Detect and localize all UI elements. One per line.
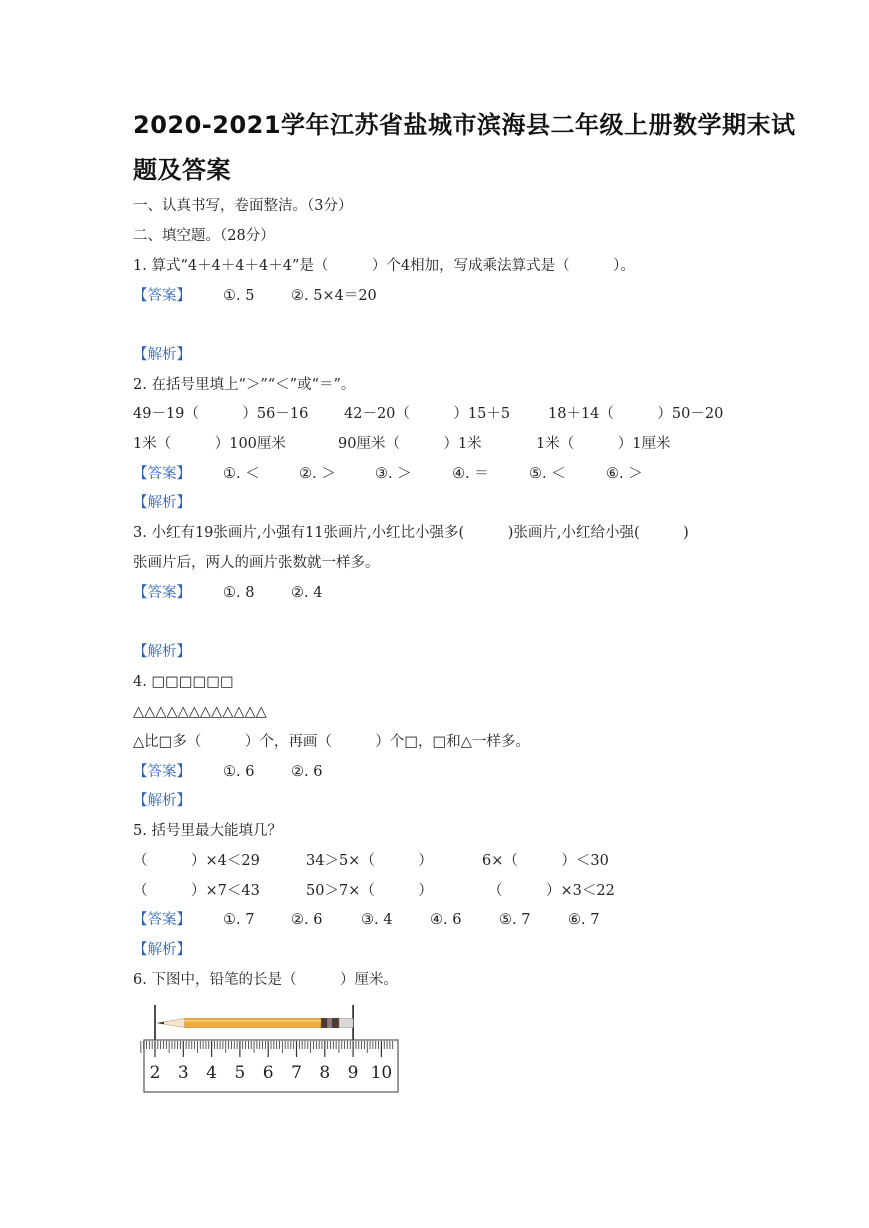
question-2-answer-row xyxy=(133,465,753,483)
question-3-analysis-label: 【解析】 xyxy=(133,644,191,660)
answer-label: 【答案】 xyxy=(133,288,191,304)
inequality-item: 34＞5×（ ） xyxy=(306,853,433,869)
pencil-band-stripe xyxy=(327,1018,332,1028)
question-1-answer-row xyxy=(133,287,377,305)
section-2-heading: 二、填空题。（28分） xyxy=(133,228,275,244)
answer-item: ④. ＝ xyxy=(452,466,489,482)
question-3-answer-row xyxy=(133,584,433,602)
pencil-highlight xyxy=(185,1020,321,1022)
comparison-item: 18＋14（ ）50－20 xyxy=(548,406,724,422)
answer-item: ①. 6 xyxy=(223,764,255,780)
answer-item: ②. ＞ xyxy=(299,466,336,482)
document-title-line2: 题及答案 xyxy=(133,156,231,184)
question-4-squares: 4. □□□□□□ xyxy=(133,674,234,690)
answer-item: ④. 6 xyxy=(430,912,462,928)
inequality-item: （ ）×7＜43 xyxy=(133,883,260,899)
comparison-item: 90厘米（ ）1米 xyxy=(338,436,482,452)
question-1-text: 1. 算式“4＋4＋4＋4＋4”是（ ）个4相加，写成乘法算式是（ ）。 xyxy=(133,258,635,274)
answer-item: ①. 8 xyxy=(223,585,255,601)
section-1-heading: 一、认真书写，卷面整洁。（3分） xyxy=(133,198,353,214)
question-2-text: 2. 在括号里填上“＞”“＜”或“＝”。 xyxy=(133,377,356,393)
question-5-analysis-label: 【解析】 xyxy=(133,942,191,958)
comparison-item: 1米（ ）100厘米 xyxy=(133,436,286,452)
question-5-row-2 xyxy=(133,882,753,900)
answer-item: ③. ＞ xyxy=(375,466,412,482)
question-3-line-2: 张画片后，两人的画片张数就一样多。 xyxy=(133,555,380,571)
question-5-answer-row xyxy=(133,911,753,929)
ruler-tick-label: 4 xyxy=(206,1063,218,1083)
ruler-tick-label: 9 xyxy=(347,1063,359,1083)
inequality-item: 50＞7×（ ） xyxy=(306,883,433,899)
question-4-answer-row xyxy=(133,763,433,781)
ruler-tick-label: 6 xyxy=(262,1063,274,1083)
document-title-line1: 2020-2021学年江苏省盐城市滨海县二年级上册数学期末试 xyxy=(133,111,796,139)
question-6-text: 6. 下图中，铅笔的长是（ ）厘米。 xyxy=(133,972,398,988)
ruler-tick-label: 3 xyxy=(177,1063,189,1083)
question-2-analysis-label: 【解析】 xyxy=(133,495,191,511)
question-4-text: △比□多（ ）个，再画（ ）个□，□和△一样多。 xyxy=(133,734,530,750)
answer-label: 【答案】 xyxy=(133,764,191,780)
question-4-triangles: △△△△△△△△△△△△ xyxy=(133,704,267,720)
question-2-row-2 xyxy=(133,435,753,453)
answer-item: ③. 4 xyxy=(361,912,393,928)
ruler-tick-label: 2 xyxy=(149,1063,161,1083)
ruler-tick-label: 10 xyxy=(370,1063,393,1083)
answer-item: ①. 5 xyxy=(223,288,255,304)
answer-item: ⑤. ＜ xyxy=(529,466,566,482)
answer-item: ②. 4 xyxy=(291,585,323,601)
question-5-row-1 xyxy=(133,852,753,870)
answer-item: ①. ＜ xyxy=(223,466,260,482)
question-3-line-1: 3. 小红有19张画片,小强有11张画片,小红比小强多( )张画片,小红给小强( ) xyxy=(133,525,689,541)
pencil-lead-tip xyxy=(157,1022,164,1025)
inequality-item: （ ）×4＜29 xyxy=(133,853,260,869)
question-1-analysis-label: 【解析】 xyxy=(133,347,191,363)
answer-item: ②. 6 xyxy=(291,912,323,928)
ruler-tick-label: 8 xyxy=(319,1063,331,1083)
pencil-eraser xyxy=(339,1019,353,1028)
answer-label: 【答案】 xyxy=(133,585,191,601)
inequality-item: 6×（ ）＜30 xyxy=(482,853,609,869)
pencil-body xyxy=(185,1019,321,1028)
pencil xyxy=(157,1018,353,1028)
comparison-item: 1米（ ）1厘米 xyxy=(536,436,671,452)
answer-item: ⑥. ＞ xyxy=(606,466,643,482)
ruler-tick-label: 7 xyxy=(291,1063,302,1083)
answer-item: ②. 6 xyxy=(291,764,323,780)
answer-item: ②. 5×4＝20 xyxy=(291,288,377,304)
comparison-item: 42－20（ ）15＋5 xyxy=(344,406,511,422)
ruler-tick-labels xyxy=(150,1063,393,1083)
question-4-analysis-label: 【解析】 xyxy=(133,793,191,809)
answer-label: 【答案】 xyxy=(133,466,191,482)
ruler-tick-label: 5 xyxy=(234,1063,246,1083)
answer-label: 【答案】 xyxy=(133,912,191,928)
question-2-row-1 xyxy=(133,405,753,423)
answer-item: ①. 7 xyxy=(223,912,255,928)
answer-item: ⑤. 7 xyxy=(499,912,531,928)
comparison-item: 49－19（ ）56－16 xyxy=(133,406,309,422)
inequality-item: （ ）×3＜22 xyxy=(488,883,615,899)
pencil-ruler-figure xyxy=(140,1003,404,1095)
question-5-text: 5. 括号里最大能填几？ xyxy=(133,823,282,839)
answer-item: ⑥. 7 xyxy=(568,912,600,928)
